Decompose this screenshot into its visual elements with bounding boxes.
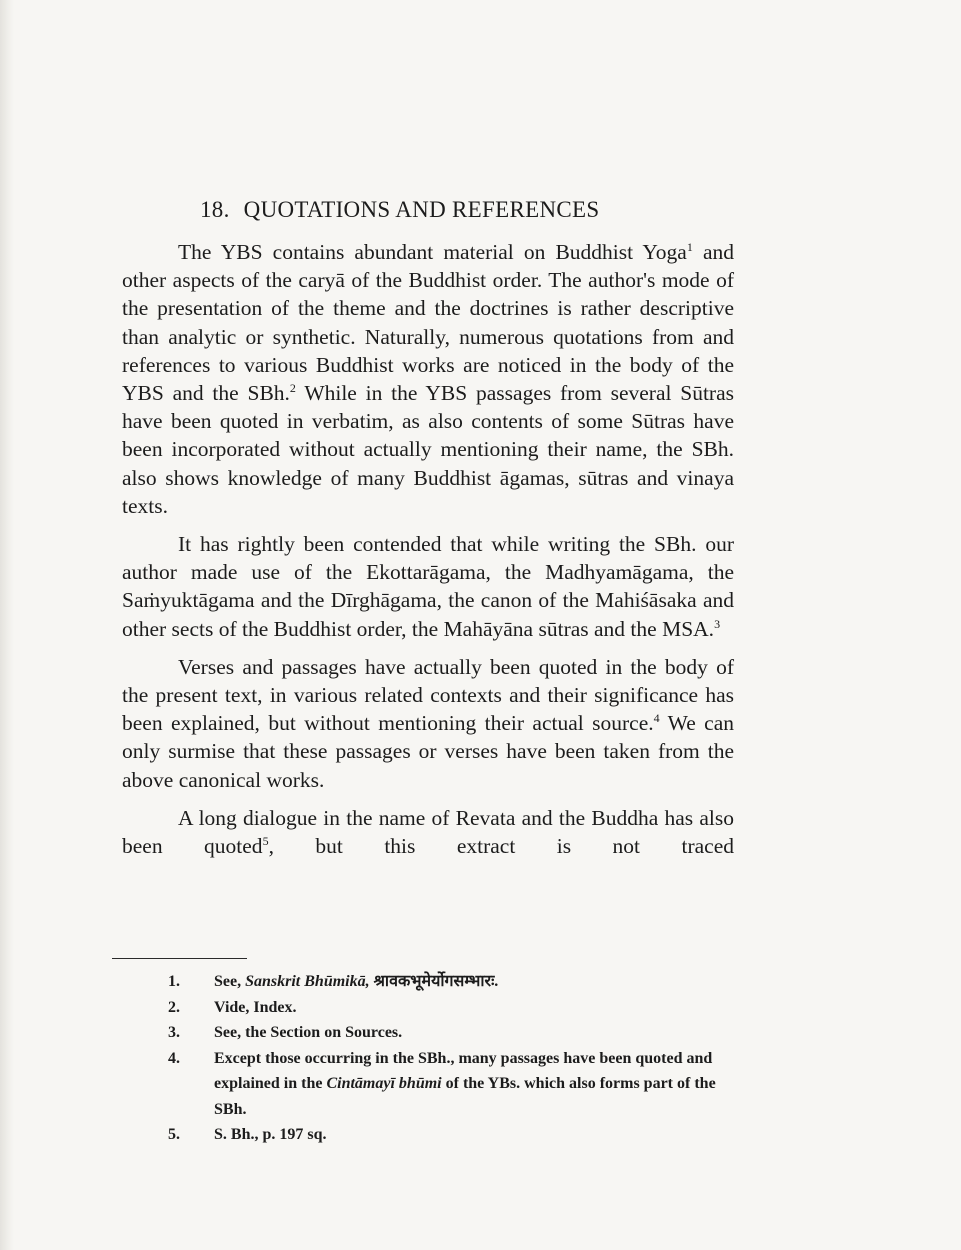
footnote-2 <box>168 995 743 1021</box>
paragraph-2-text: It has rightly been contended that while writing the SBh. our author made use of the Ekottarāgama, the Madhyamāgama, the Saṁyuktāgama and the Dīrghāgama, the canon of the Mahiśāsaka and other sects of the Buddhist order, the Mahāyāna sūtras and the MSA. <box>122 532 734 641</box>
paragraph-3 <box>122 653 734 794</box>
paragraph-1-text-c: While in the YBS passages from several Sūtras have been quoted in verbatim, as also contents of some Sūtras have been incorporated without actually mentioning their name, the SBh. also shows knowledge of many Buddhist āgamas, sūtras and vinaya texts. <box>122 381 735 518</box>
footnote-4 <box>168 1046 743 1123</box>
footnote-devanagari-text: श्रावकभूमेर्योगसम्भारः. <box>369 973 499 990</box>
section-heading <box>200 197 599 223</box>
paragraph-3-text-b: We can only surmise that these passages or verses have been taken from the above canonical works. <box>122 711 734 792</box>
paragraph-1 <box>122 238 734 520</box>
footnote-5 <box>168 1122 743 1148</box>
paragraph-4-text-b: , but this extract is not traced <box>268 834 734 859</box>
footnote-ref-2: 2 <box>289 380 296 395</box>
section-title: QUOTATIONS AND REFERENCES <box>243 197 600 222</box>
footnote-text: Vide, Index. <box>214 998 297 1016</box>
footnote-italic-title: Cintāmayī bhūmi <box>326 1075 442 1092</box>
footnote-ref-3: 3 <box>714 616 721 631</box>
footnote-text: S. Bh., p. 197 sq. <box>214 1126 327 1143</box>
footnote-ref-5: 5 <box>262 833 269 848</box>
footnote-number: 5. <box>168 1126 180 1143</box>
paragraph-4 <box>122 804 734 860</box>
scan-edge-shadow <box>0 0 14 1250</box>
footnote-number: 4. <box>168 1049 180 1067</box>
section-number: 18. <box>200 197 230 222</box>
footnote-text: Except those occurring in the SBh., many passages have been quoted and explained in the <box>214 1049 713 1092</box>
footnotes-list <box>168 969 743 1148</box>
footnote-text-continued: of the YBs. which also forms part of the SBh. <box>214 1075 716 1118</box>
footnote-number: 1. <box>168 973 180 990</box>
footnote-number: 2. <box>168 998 180 1016</box>
paragraph-2 <box>122 530 734 643</box>
paragraph-1-text-b: and other aspects of the caryā of the Buddhist order. The author's mode of the presentation of the theme and the doctrines is rather descriptive than analytic or synthetic. Naturally, numerous quotations from and references to various Buddhist works are noticed in the body of the YBS and the SBh. <box>122 240 734 406</box>
footnote-ref-4: 4 <box>653 711 660 726</box>
footnote-number: 3. <box>168 1024 180 1041</box>
footnote-text: See, <box>214 973 246 990</box>
paragraph-3-text-a: Verses and passages have actually been quoted in the body of the present text, in various related contexts and their significance has been explained, but without mentioning their actual source. <box>122 654 734 736</box>
paragraph-4-text-a: A long dialogue in the name of Revata and the Buddha has also been quoted <box>122 805 734 859</box>
body-text <box>122 238 734 860</box>
footnote-rule <box>112 958 247 959</box>
paragraph-1-text-a: The YBS contains abundant material on Buddhist Yoga <box>178 240 687 264</box>
footnote-1 <box>168 969 743 995</box>
footnote-text: See, the Section on Sources. <box>214 1024 403 1041</box>
footnote-italic-title: Sanskrit Bhūmikā, <box>245 973 370 990</box>
footnote-3 <box>168 1020 743 1046</box>
footnote-ref-1: 1 <box>686 239 693 254</box>
